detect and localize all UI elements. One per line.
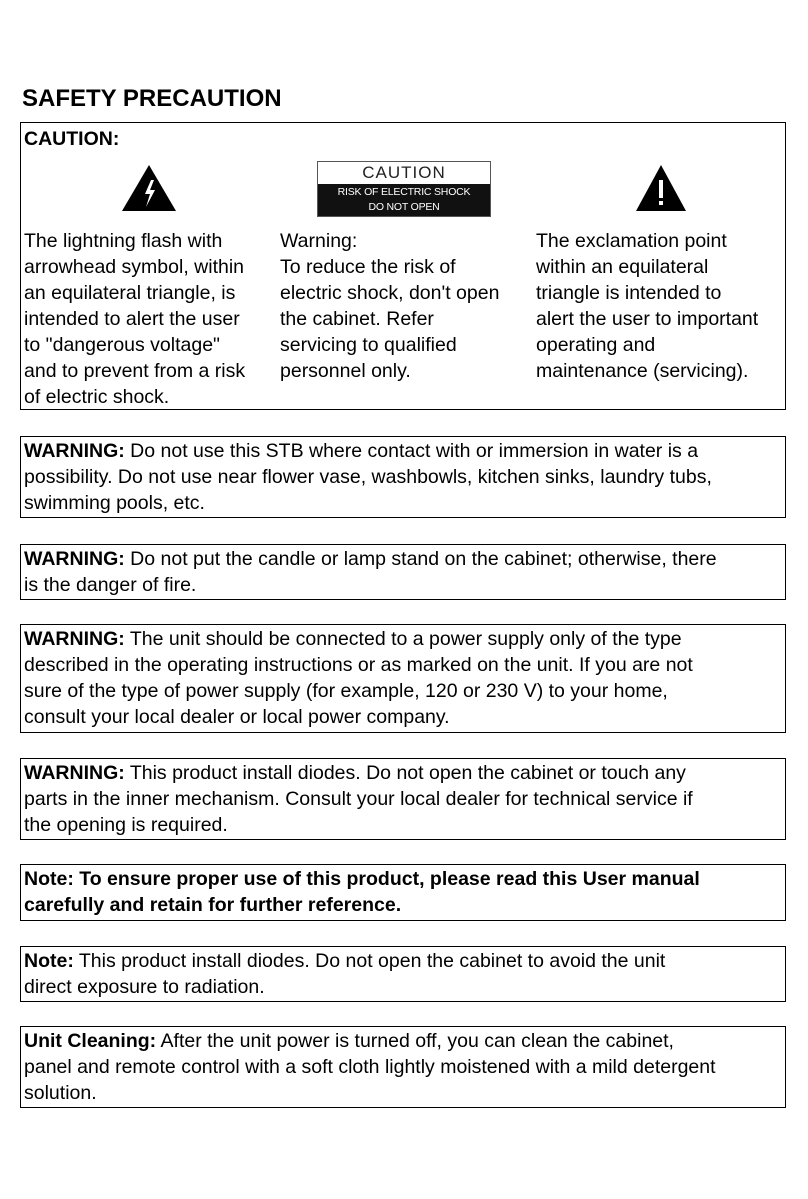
caution-box xyxy=(20,122,786,410)
note-text-line: carefully and retain for further reference. xyxy=(24,894,402,916)
note-manual-box xyxy=(20,864,786,921)
note-text-line: Note: To ensure proper use of this product, please read this User manual xyxy=(24,868,700,890)
warning-label: WARNING: xyxy=(24,762,125,784)
caution-label-title: CAUTION xyxy=(362,163,446,182)
text-line: Warning: xyxy=(280,230,358,252)
warning-diodes-box xyxy=(20,758,786,840)
note-radiation-box xyxy=(20,946,786,1002)
text-line: arrowhead symbol, within xyxy=(24,256,245,278)
text-line: possibility. Do not use near flower vase, washbowls, kitchen sinks, laundry tubs, xyxy=(24,466,712,488)
text-span: This product install diodes. Do not open the cabinet or touch any xyxy=(124,762,686,784)
text-span: Do not put the candle or lamp stand on the cabinet; otherwise, there xyxy=(124,548,717,570)
text-line: operating and xyxy=(536,334,656,356)
caution-heading: CAUTION: xyxy=(24,128,120,150)
text-line: parts in the inner mechanism. Consult your local dealer for technical service if xyxy=(24,788,693,810)
caution-column-lightning xyxy=(24,228,279,410)
text-span: After the unit power is turned off, you can clean the cabinet, xyxy=(156,1030,674,1052)
text-span: The unit should be connected to a power supply only of the type xyxy=(124,628,682,650)
text-line: panel and remote control with a soft cloth lightly moistened with a mild detergent xyxy=(24,1056,716,1078)
caution-column-exclamation xyxy=(536,228,786,384)
text-line: of electric shock. xyxy=(24,386,170,408)
note-label: Note: xyxy=(24,950,74,972)
text-line: is the danger of fire. xyxy=(24,574,197,596)
text-line: described in the operating instructions or as marked on the unit. If you are not xyxy=(24,654,693,676)
unit-cleaning-box xyxy=(20,1026,786,1108)
caution-label-warning xyxy=(318,184,490,216)
text-line: servicing to qualified xyxy=(280,334,457,356)
text-line: The lightning flash with xyxy=(24,230,223,252)
lightning-triangle-icon xyxy=(120,163,178,213)
text-line: the cabinet. Refer xyxy=(280,308,434,330)
text-line xyxy=(24,760,785,786)
warning-fire-box xyxy=(20,544,786,600)
warning-power-box xyxy=(20,624,786,733)
text-line xyxy=(24,626,785,652)
text-line: solution. xyxy=(24,1082,97,1104)
text-line xyxy=(24,1028,785,1054)
text-line: triangle is intended to xyxy=(536,282,722,304)
text-line: direct exposure to radiation. xyxy=(24,976,265,998)
caution-column-warning xyxy=(280,228,534,384)
caution-label xyxy=(317,161,491,217)
text-line xyxy=(24,438,785,464)
text-line xyxy=(24,546,785,572)
text-line: within an equilateral xyxy=(536,256,709,278)
text-span: This product install diodes. Do not open the cabinet to avoid the unit xyxy=(73,950,666,972)
text-line: the opening is required. xyxy=(24,814,228,836)
caution-label-line: DO NOT OPEN xyxy=(368,201,440,213)
text-line: intended to alert the user xyxy=(24,308,240,330)
text-line: an equilateral triangle, is xyxy=(24,282,236,304)
warning-water-box xyxy=(20,436,786,518)
text-span: Do not use this STB where contact with or immersion in water is a xyxy=(124,440,699,462)
text-line: maintenance (servicing). xyxy=(536,360,749,382)
text-line: swimming pools, etc. xyxy=(24,492,205,514)
text-line: alert the user to important xyxy=(536,308,759,330)
text-line: To reduce the risk of xyxy=(280,256,456,278)
text-line: and to prevent from a risk xyxy=(24,360,246,382)
text-line: electric shock, don't open xyxy=(280,282,500,304)
warning-label: WARNING: xyxy=(24,440,125,462)
warning-label: WARNING: xyxy=(24,548,125,570)
text-line xyxy=(24,948,785,974)
text-line: The exclamation point xyxy=(536,230,727,252)
page-title: SAFETY PRECAUTION xyxy=(22,85,282,112)
text-line: sure of the type of power supply (for example, 120 or 230 V) to your home, xyxy=(24,680,668,702)
warning-label: WARNING: xyxy=(24,628,125,650)
text-line: personnel only. xyxy=(280,360,411,382)
exclamation-triangle-icon xyxy=(634,163,688,213)
cleaning-label: Unit Cleaning: xyxy=(24,1030,157,1052)
caution-label-line: RISK OF ELECTRIC SHOCK xyxy=(337,186,471,198)
text-line: to "dangerous voltage" xyxy=(24,334,220,356)
text-line: consult your local dealer or local power company. xyxy=(24,706,450,728)
